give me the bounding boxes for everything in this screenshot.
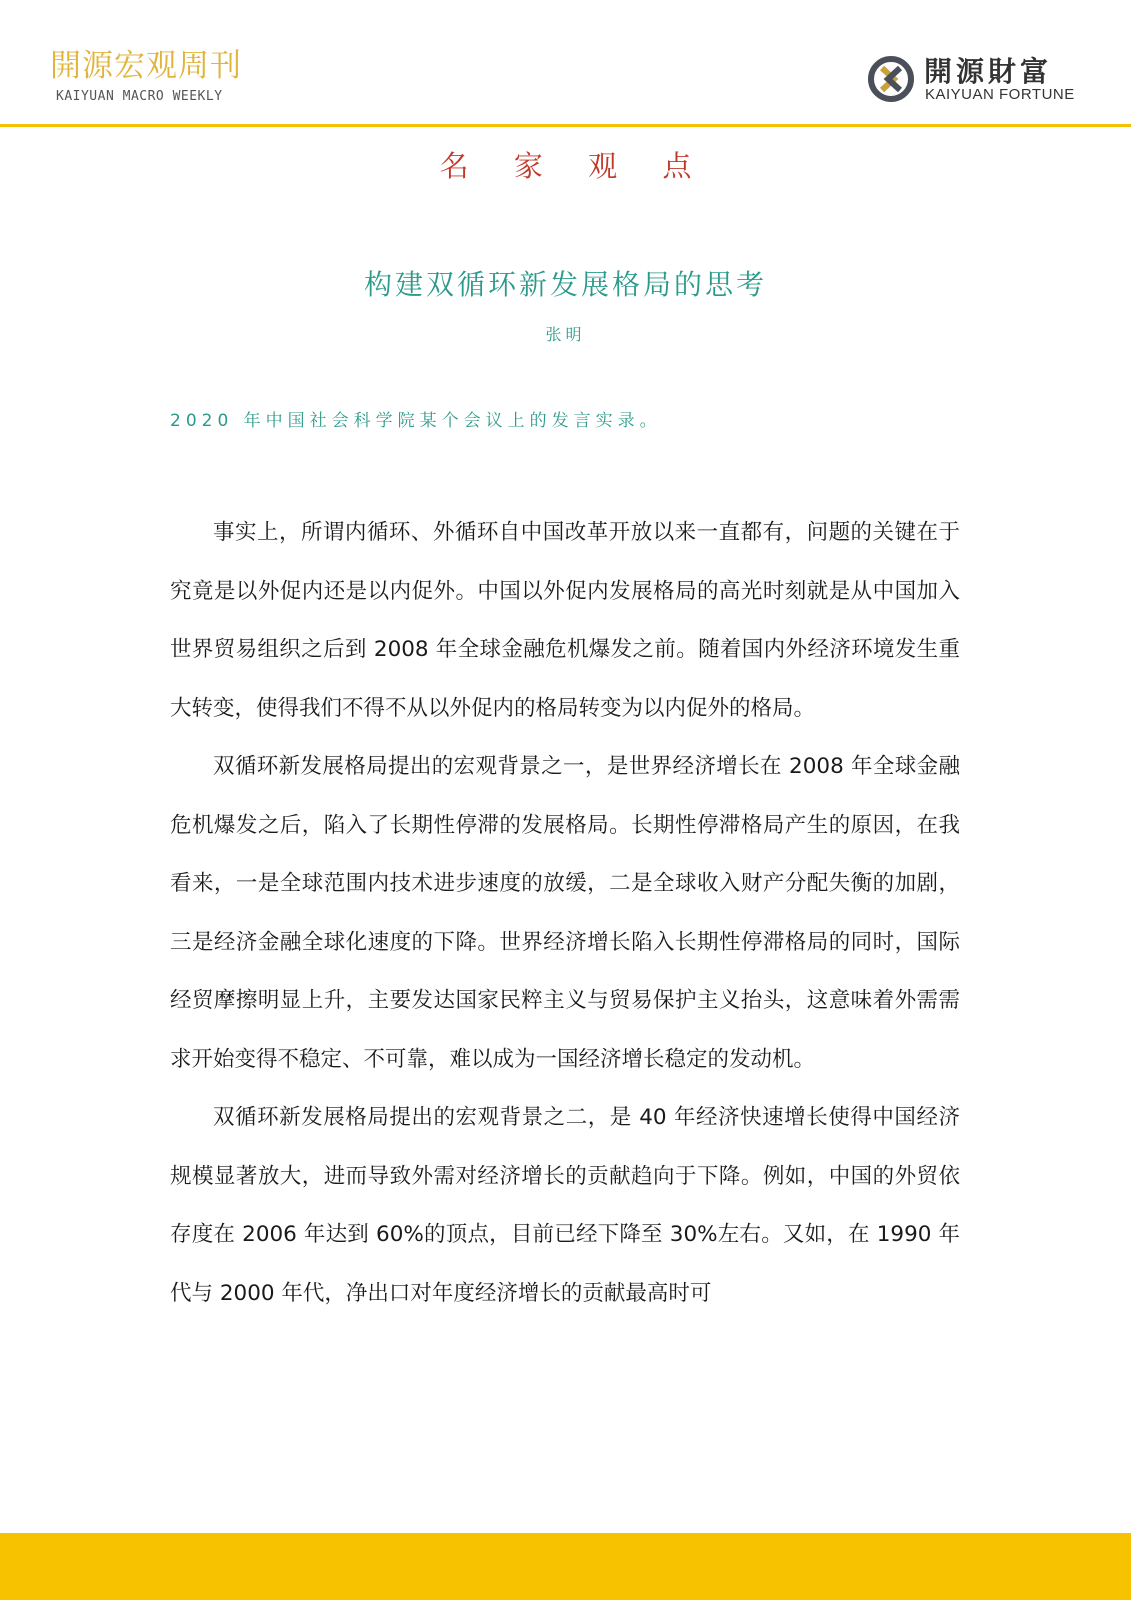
kaiyuan-fortune-logo — [866, 50, 1096, 108]
kaiyuan-logo-icon — [866, 54, 916, 104]
page-header — [0, 0, 1131, 126]
article-note: 2020 年中国社会科学院某个会议上的发言实录。 — [170, 411, 662, 431]
section-title: 名 家 观 点 — [439, 149, 710, 183]
paragraph: 事实上，所谓内循环、外循环自中国改革开放以来一直都有，问题的关键在于究竟是以外促内还是以内促外。中国以外促内发展格局的高光时刻就是从中国加入世界贸易组织之后到 2008 年全球金融危机爆发之前。随着国内外经济环境发生重大转变，使得我们不得不从以外促内的格局转变为以内促外的格局。 — [170, 520, 960, 721]
footer-bar — [0, 1533, 1131, 1600]
logo-name-en: KAIYUAN FORTUNE — [925, 86, 1075, 103]
publication-title: 開源宏观周刊 — [50, 48, 242, 84]
header-divider — [0, 124, 1131, 127]
article-author: 张明 — [545, 325, 586, 344]
paragraph: 双循环新发展格局提出的宏观背景之一，是世界经济增长在 2008 年全球金融危机爆发之后，陷入了长期性停滞的发展格局。长期性停滞格局产生的原因，在我看来，一是全球范围内技术进步速度的放缓，二是全球收入财产分配失衡的加剧，三是经济金融全球化速度的下降。世界经济增长陷入长期性停滞格局的同时，国际经贸摩擦明显上升，主要发达国家民粹主义与贸易保护主义抬头，这意味着外需需求开始变得不稳定、不可靠，难以成为一国经济增长稳定的发动机。 — [170, 754, 960, 1072]
article-body — [170, 504, 960, 1323]
paragraph: 双循环新发展格局提出的宏观背景之二，是 40 年经济快速增长使得中国经济规模显著放大，进而导致外需对经济增长的贡献趋向于下降。例如，中国的外贸依存度在 2006 年达到 60%的顶点，目前已经下降至 30%左右。又如，在 1990 年代与 2000 年代，净出口对年度经济增长的贡献最高时可 — [170, 1105, 960, 1306]
logo-name-cn: 開源財富 — [924, 55, 1053, 88]
article-title: 构建双循环新发展格局的思考 — [363, 268, 767, 301]
publication-subtitle: KAIYUAN MACRO WEEKLY — [56, 89, 223, 104]
